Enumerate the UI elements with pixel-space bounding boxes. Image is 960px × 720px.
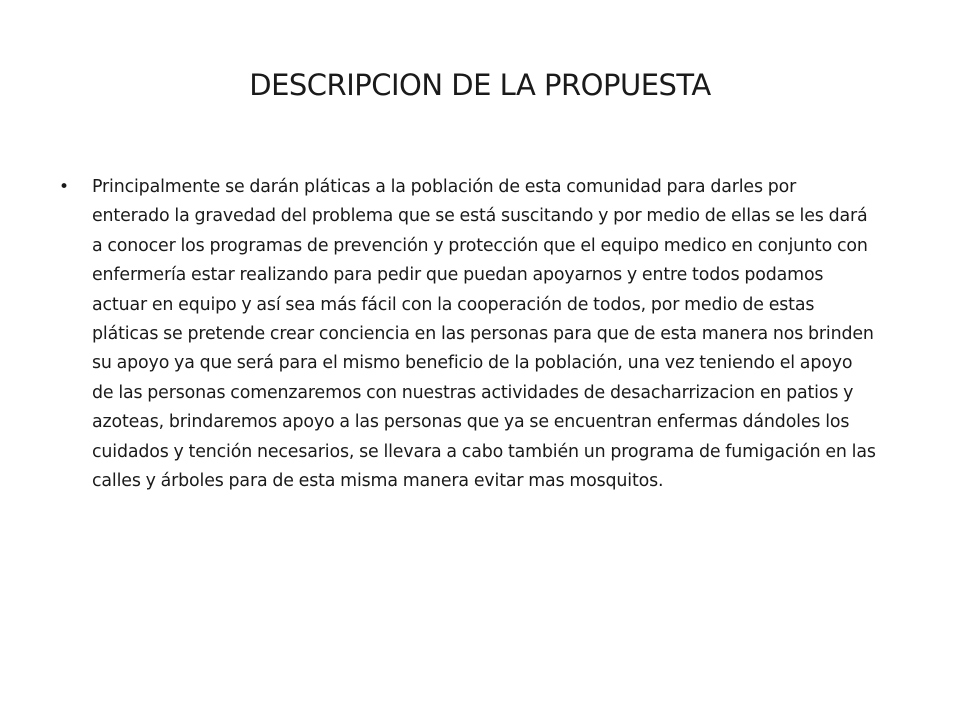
slide-title: DESCRIPCION DE LA PROPUESTA [249, 68, 711, 102]
bullet-dot-icon: • [59, 177, 69, 197]
bullet-list [56, 173, 876, 496]
bullet-text: Principalmente se darán pláticas a la población de esta comunidad para darles por enterado la gravedad del problema que se está suscitando y por medio de ellas se les dará a conocer los programas de prevención y protección que el equipo medico en conjunto con enfermería estar realizando para pedir que puedan apoyarnos y entre todos podamos actuar en equipo y así sea más fácil con la cooperación de todos, por medio de estas pláticas se pretende crear conciencia en las personas para que de esta manera nos brinden su apoyo ya que será para el mismo beneficio de la población, una vez teniendo el apoyo de las personas comenzaremos con nuestras actividades de desacharrizacion en patios y azoteas, brindaremos apoyo a las personas que ya se encuentran enfermas dándoles los cuidados y tención necesarios, se llevara a cabo también un programa de fumigación en las calles y árboles para de esta misma manera evitar mas mosquitos. [92, 177, 876, 492]
bullet-item [56, 173, 876, 496]
